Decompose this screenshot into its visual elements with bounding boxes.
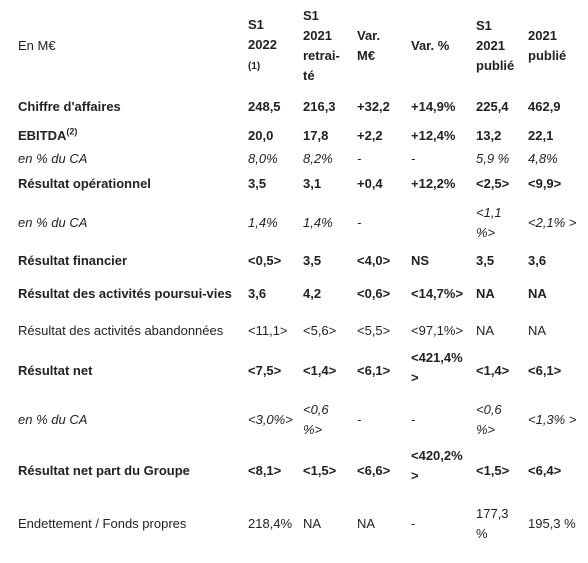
cell: 3,1 [303, 176, 322, 191]
cell: <4,0> [357, 253, 391, 268]
cell: 1,4% [248, 215, 278, 230]
cell: 177,3 % [476, 506, 509, 541]
cell: <1,4> [303, 363, 337, 378]
cell: 4,8% [528, 151, 558, 166]
row-label: en % du CA [18, 151, 88, 166]
cell: <1,1 %> [476, 205, 502, 240]
table-row [14, 394, 582, 446]
cell: <3,0%> [248, 412, 293, 427]
table-header-row [14, 2, 582, 90]
cell: 1,4% [303, 215, 333, 230]
header-s1-2021-retraite-line2: 2021 [303, 28, 332, 43]
header-2021-publie-line1: 2021 [528, 28, 557, 43]
cell: 216,3 [303, 99, 336, 114]
cell: 4,2 [303, 286, 322, 301]
table-row [14, 90, 582, 124]
cell: NS [411, 253, 430, 268]
cell: <9,9> [528, 176, 562, 191]
header-unit-label: En M€ [18, 38, 56, 53]
cell: 195,3 % [528, 516, 576, 531]
cell: 462,9 [528, 99, 561, 114]
cell: <0,5> [248, 253, 282, 268]
cell: 8,2% [303, 151, 333, 166]
row-label: en % du CA [18, 215, 88, 230]
row-label: Résultat net part du Groupe [18, 463, 190, 478]
header-var-pct: Var. % [411, 38, 450, 53]
header-2021-publie [524, 2, 582, 90]
header-s1-2021-retraite-line4: té [303, 68, 315, 83]
cell: 22,1 [528, 128, 554, 143]
header-s1-2021-publie-line3: publié [476, 58, 515, 73]
cell: <2,5> [476, 176, 510, 191]
row-label: Chiffre d'affaires [18, 99, 121, 114]
cell: 3,6 [528, 253, 547, 268]
cell: - [411, 151, 416, 166]
header-s1-2021-publie [472, 2, 524, 90]
cell: - [357, 215, 362, 230]
table-row [14, 248, 582, 274]
cell: <0,6 %> [476, 402, 502, 437]
cell: <421,4% > [411, 350, 463, 385]
financial-results-table [14, 2, 582, 552]
header-s1-2022 [244, 2, 299, 90]
cell: <97,1%> [411, 323, 464, 338]
header-var-meur-line1: Var. [357, 28, 381, 43]
header-s1-2021-publie-line2: 2021 [476, 38, 505, 53]
table-row [14, 446, 582, 496]
cell: - [411, 516, 416, 531]
cell: <6,4> [528, 463, 562, 478]
table-row [14, 124, 582, 148]
cell: - [357, 151, 362, 166]
row-label: Résultat des activités abandonnées [18, 323, 224, 338]
cell [407, 198, 472, 248]
cell: 13,2 [476, 128, 502, 143]
row-label: Résultat opérationnel [18, 176, 151, 191]
row-label-text: EBITDA [18, 128, 67, 143]
cell: <1,3% > [528, 412, 577, 427]
cell: <2,1% > [528, 215, 577, 230]
row-label [14, 124, 244, 148]
cell: +12,4% [411, 128, 456, 143]
cell: <0,6> [357, 286, 391, 301]
table-row [14, 148, 582, 170]
header-s1-2021-retraite-line1: S1 [303, 8, 319, 23]
header-s1-2022-line1: S1 [248, 17, 264, 32]
table-row [14, 314, 582, 348]
row-label: Résultat des activités poursui-vies [18, 286, 232, 301]
cell: +2,2 [357, 128, 383, 143]
cell: <7,5> [248, 363, 282, 378]
cell: NA [528, 323, 547, 338]
cell: <6,6> [357, 463, 391, 478]
row-label: Résultat net [18, 363, 93, 378]
cell: NA [528, 286, 547, 301]
cell: <14,7%> [411, 286, 464, 301]
cell: <1,5> [476, 463, 510, 478]
cell: <5,5> [357, 323, 391, 338]
cell: 218,4% [248, 516, 293, 531]
cell: - [357, 412, 362, 427]
row-label: Endettement / Fonds propres [18, 516, 187, 531]
header-s1-2022-note: (1) [248, 61, 261, 72]
cell: 248,5 [248, 99, 281, 114]
cell: 3,5 [303, 253, 322, 268]
header-s1-2022-line2: 2022 [248, 37, 277, 52]
footnote-marker: (2) [66, 126, 78, 137]
cell: <6,1> [357, 363, 391, 378]
cell: 20,0 [248, 128, 274, 143]
cell: 3,6 [248, 286, 267, 301]
cell: - [411, 412, 416, 427]
cell: <6,1> [528, 363, 562, 378]
row-label: en % du CA [18, 412, 88, 427]
table-row [14, 348, 582, 394]
cell: 225,4 [476, 99, 509, 114]
table-row [14, 496, 582, 552]
cell: 3,5 [476, 253, 495, 268]
cell: <5,6> [303, 323, 337, 338]
cell: <420,2% > [411, 448, 463, 483]
header-s1-2021-retraite-line3: retrai- [303, 48, 340, 63]
cell: <1,5> [303, 463, 337, 478]
header-s1-2021-publie-line1: S1 [476, 18, 492, 33]
header-var-meur [353, 2, 407, 90]
table-row [14, 274, 582, 314]
cell: <8,1> [248, 463, 282, 478]
cell: 8,0% [248, 151, 278, 166]
cell: <0,6 %> [303, 402, 329, 437]
cell: 3,5 [248, 176, 267, 191]
cell: <11,1> [248, 323, 288, 338]
row-label: Résultat financier [18, 253, 128, 268]
table-row [14, 170, 582, 198]
cell: NA [476, 286, 495, 301]
cell: NA [476, 323, 495, 338]
cell: NA [303, 516, 322, 531]
header-var-meur-line2: M€ [357, 48, 376, 63]
cell: +12,2% [411, 176, 456, 191]
header-2021-publie-line2: publié [528, 48, 567, 63]
header-s1-2021-retraite [299, 2, 353, 90]
cell: <1,4> [476, 363, 510, 378]
cell: +14,9% [411, 99, 456, 114]
cell: NA [357, 516, 376, 531]
cell: +32,2 [357, 99, 390, 114]
table-row [14, 198, 582, 248]
cell: 5,9 % [476, 151, 510, 166]
cell: 17,8 [303, 128, 329, 143]
cell: +0,4 [357, 176, 383, 191]
